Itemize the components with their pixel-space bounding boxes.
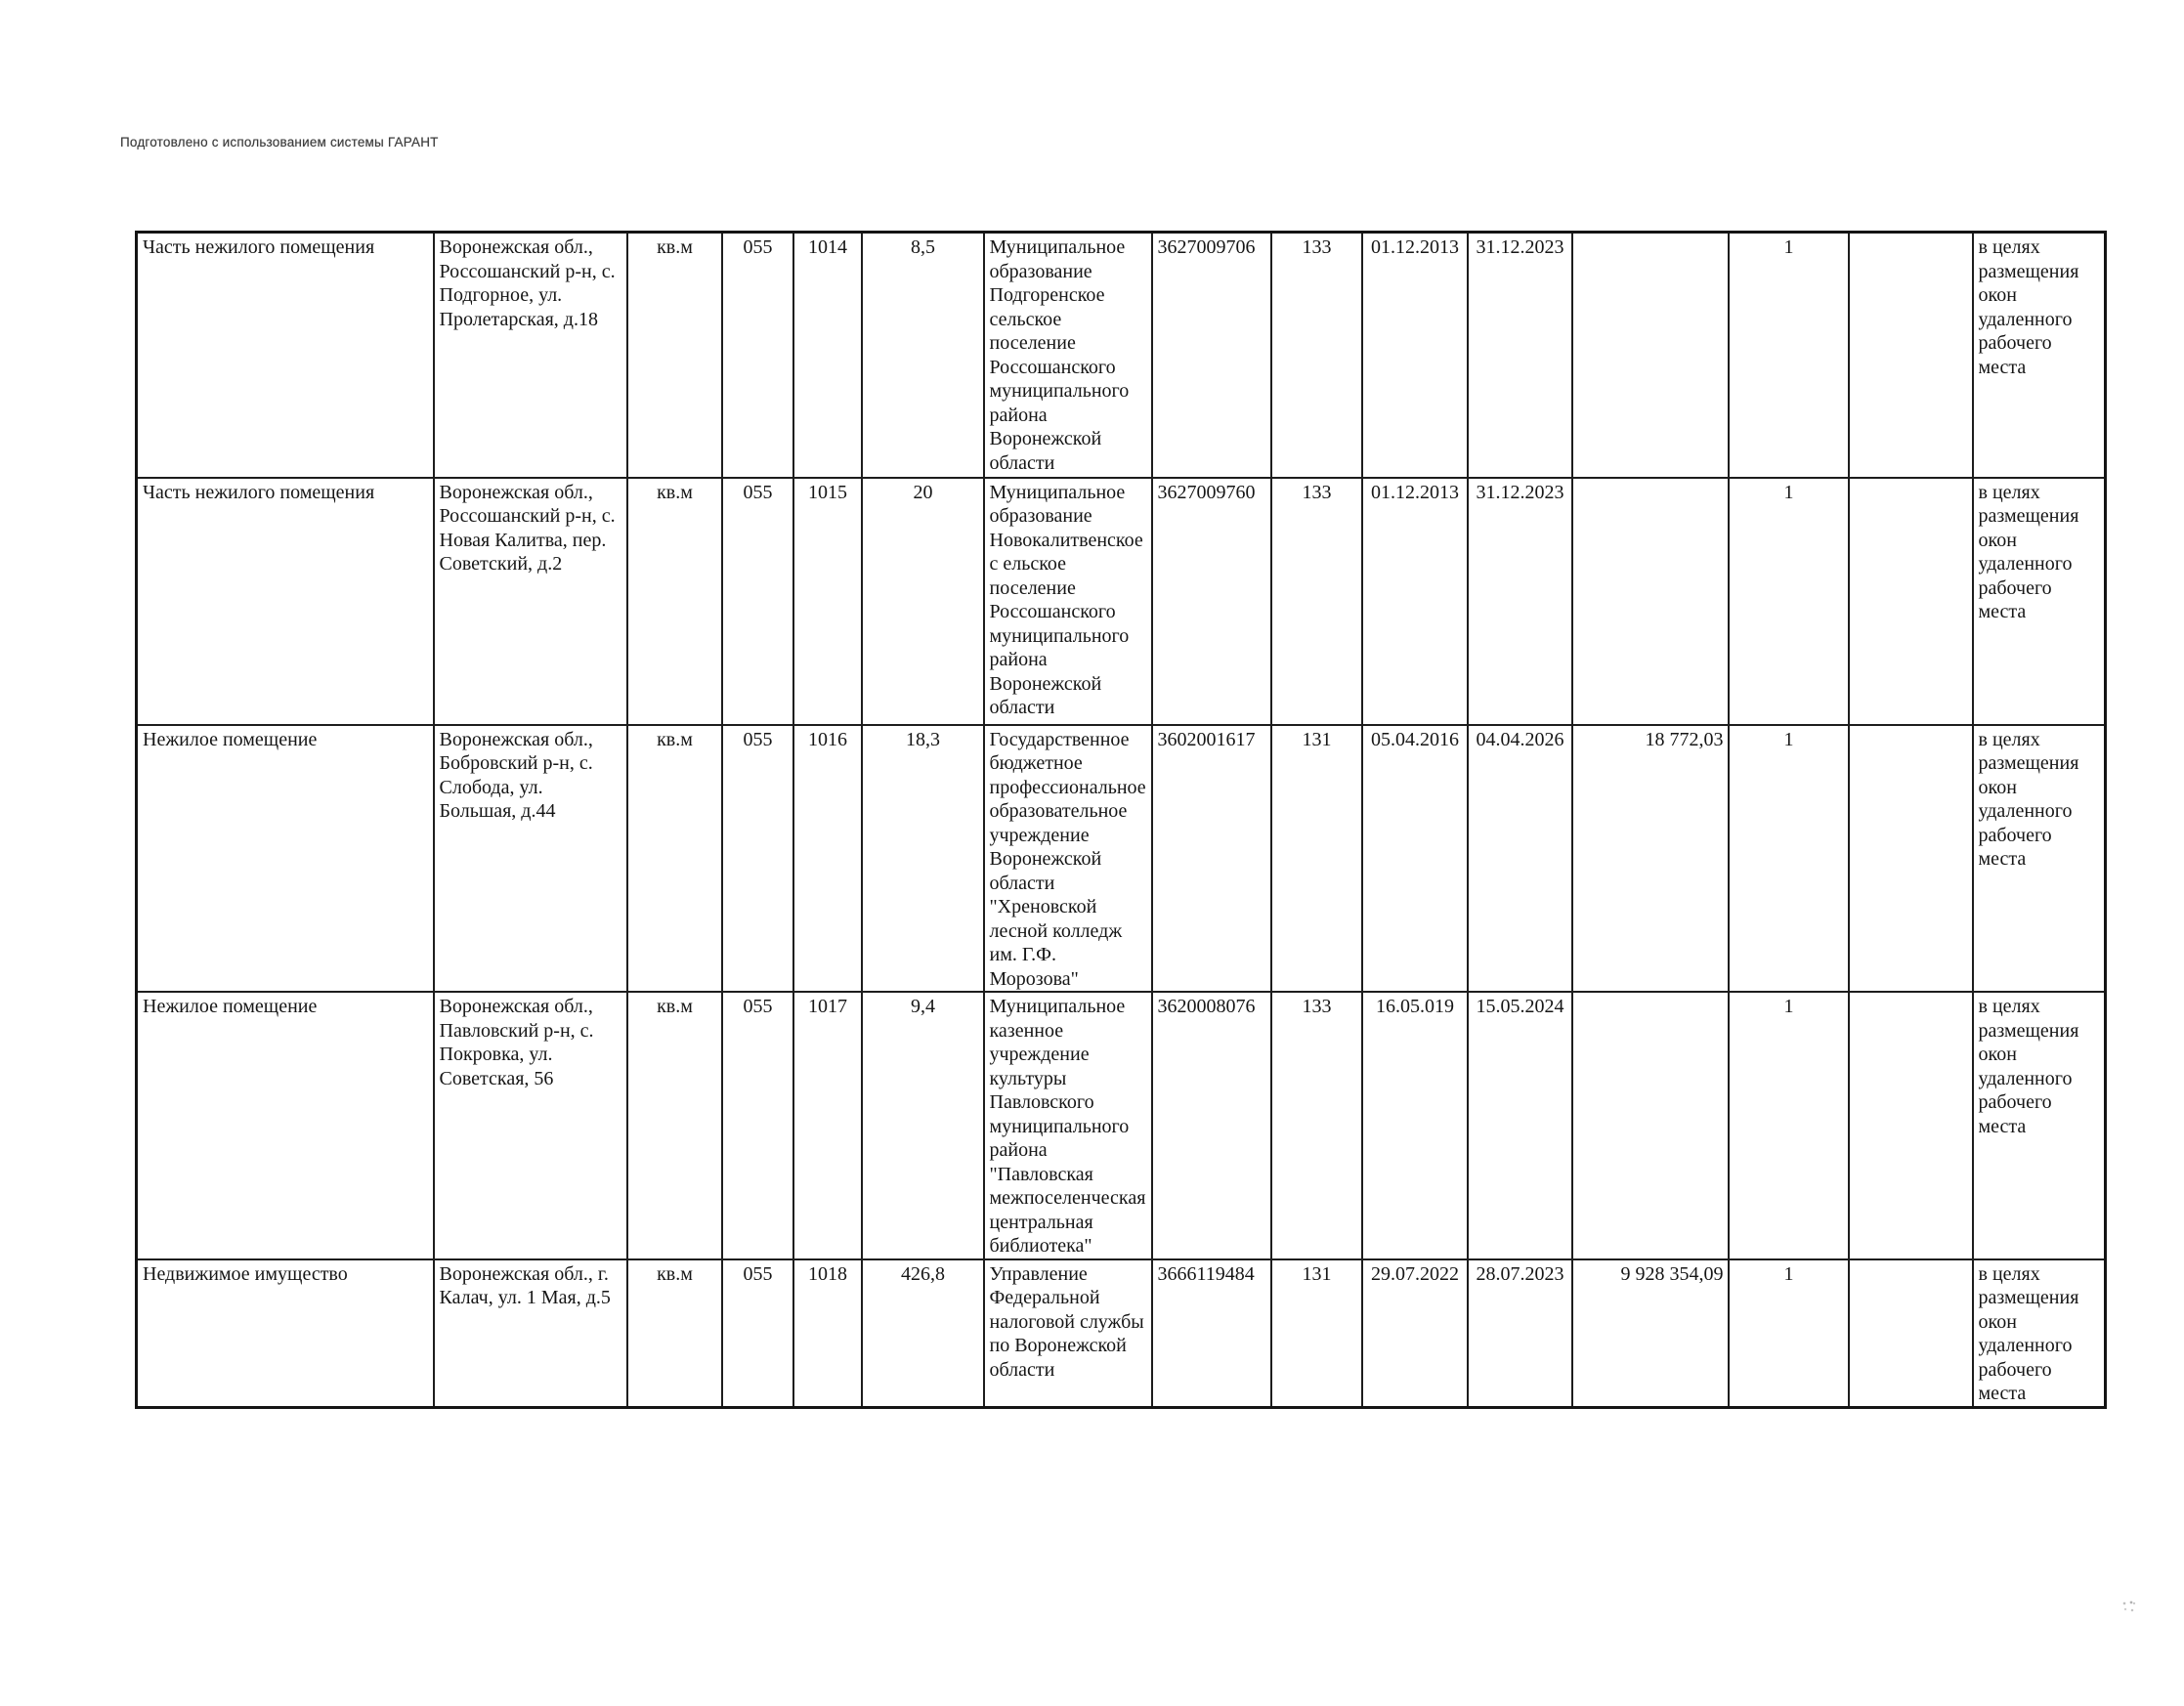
table-row [137,1259,2106,1408]
cell-inn: 3627009760 [1152,478,1271,725]
cell-amount: 18 772,03 [1572,725,1729,993]
cell-purpose: в целях размещения окон удаленного рабочего места [1973,233,2106,478]
cell-unit: кв.м [627,725,722,993]
cell-date-end: 04.04.2026 [1468,725,1572,993]
garant-note: Подготовлено с использованием системы ГАРАНТ [120,135,439,149]
cell-count: 1 [1729,233,1849,478]
cell-extra [1849,992,1973,1259]
cell-type-code: 133 [1271,992,1362,1259]
cell-address: Воронежская обл., Павловский р-н, с. Покровка, ул. Советская, 56 [434,992,627,1259]
cell-organization: Муниципальное образование Подгоренское сельское поселение Россошанского муниципального района Воронежской области [984,233,1152,478]
cell-entry-number: 1016 [793,725,862,993]
cell-date-start: 05.04.2016 [1362,725,1468,993]
cell-area: 426,8 [862,1259,984,1408]
cell-unit: кв.м [627,1259,722,1408]
cell-amount [1572,992,1729,1259]
cell-date-start: 16.05.019 [1362,992,1468,1259]
table-row [137,992,2106,1259]
cell-purpose: в целях размещения окон удаленного рабочего места [1973,478,2106,725]
cell-date-end: 28.07.2023 [1468,1259,1572,1408]
cell-date-start: 01.12.2013 [1362,233,1468,478]
cell-area: 18,3 [862,725,984,993]
cell-unit-code: 055 [722,725,793,993]
cell-inn: 3602001617 [1152,725,1271,993]
cell-area: 20 [862,478,984,725]
cell-type-code: 133 [1271,478,1362,725]
cell-date-start: 01.12.2013 [1362,478,1468,725]
cell-property-type: Часть нежилого помещения [137,478,434,725]
cell-entry-number: 1017 [793,992,862,1259]
cell-unit: кв.м [627,478,722,725]
cell-date-end: 31.12.2023 [1468,233,1572,478]
cell-unit-code: 055 [722,478,793,725]
cell-property-type: Нежилое помещение [137,725,434,993]
cell-amount [1572,233,1729,478]
cell-type-code: 131 [1271,725,1362,993]
cell-address: Воронежская обл., Бобровский р-н, с. Слобода, ул. Большая, д.44 [434,725,627,993]
cell-unit-code: 055 [722,233,793,478]
cell-amount: 9 928 354,09 [1572,1259,1729,1408]
cell-property-type: Недвижимое имущество [137,1259,434,1408]
cell-inn: 3620008076 [1152,992,1271,1259]
cell-property-type: Нежилое помещение [137,992,434,1259]
cell-unit-code: 055 [722,1259,793,1408]
cell-extra [1849,233,1973,478]
cell-count: 1 [1729,992,1849,1259]
cell-inn: 3627009706 [1152,233,1271,478]
cell-unit-code: 055 [722,992,793,1259]
cell-unit: кв.м [627,992,722,1259]
cell-area: 9,4 [862,992,984,1259]
table-row [137,478,2106,725]
cell-type-code: 133 [1271,233,1362,478]
cell-organization: Управление Федеральной налоговой службы по Воронежской области [984,1259,1152,1408]
cell-purpose: в целях размещения окон удаленного рабочего места [1973,725,2106,993]
table-row [137,725,2106,993]
cell-entry-number: 1014 [793,233,862,478]
table-row [137,233,2106,478]
cell-date-end: 15.05.2024 [1468,992,1572,1259]
cell-purpose: в целях размещения окон удаленного рабочего места [1973,1259,2106,1408]
cell-entry-number: 1018 [793,1259,862,1408]
cell-date-start: 29.07.2022 [1362,1259,1468,1408]
cell-count: 1 [1729,725,1849,993]
cell-type-code: 131 [1271,1259,1362,1408]
cell-inn: 3666119484 [1152,1259,1271,1408]
scan-artifact [2122,1600,2136,1612]
cell-count: 1 [1729,1259,1849,1408]
property-lease-table [135,231,2107,1409]
cell-organization: Муниципальное образование Новокалитвенскоес ельское поселение Россошанского муниципального района Воронежской области [984,478,1152,725]
cell-organization: Муниципальное казенное учреждение культуры Павловского муниципального района "Павловская межпоселенческая центральная библиотека" [984,992,1152,1259]
cell-amount [1572,478,1729,725]
cell-area: 8,5 [862,233,984,478]
cell-purpose: в целях размещения окон удаленного рабочего места [1973,992,2106,1259]
cell-extra [1849,1259,1973,1408]
cell-date-end: 31.12.2023 [1468,478,1572,725]
cell-entry-number: 1015 [793,478,862,725]
cell-address: Воронежская обл., г. Калач, ул. 1 Мая, д.5 [434,1259,627,1408]
cell-unit: кв.м [627,233,722,478]
cell-extra [1849,478,1973,725]
cell-count: 1 [1729,478,1849,725]
cell-property-type: Часть нежилого помещения [137,233,434,478]
cell-extra [1849,725,1973,993]
cell-organization: Государственное бюджетное профессиональное образовательное учреждение Воронежской области "Хреновской лесной колледж им. Г.Ф. Морозова" [984,725,1152,993]
cell-address: Воронежская обл., Россошанский р-н, с. Подгорное, ул. Пролетарская, д.18 [434,233,627,478]
cell-address: Воронежская обл., Россошанский р-н, с. Новая Калитва, пер. Советский, д.2 [434,478,627,725]
